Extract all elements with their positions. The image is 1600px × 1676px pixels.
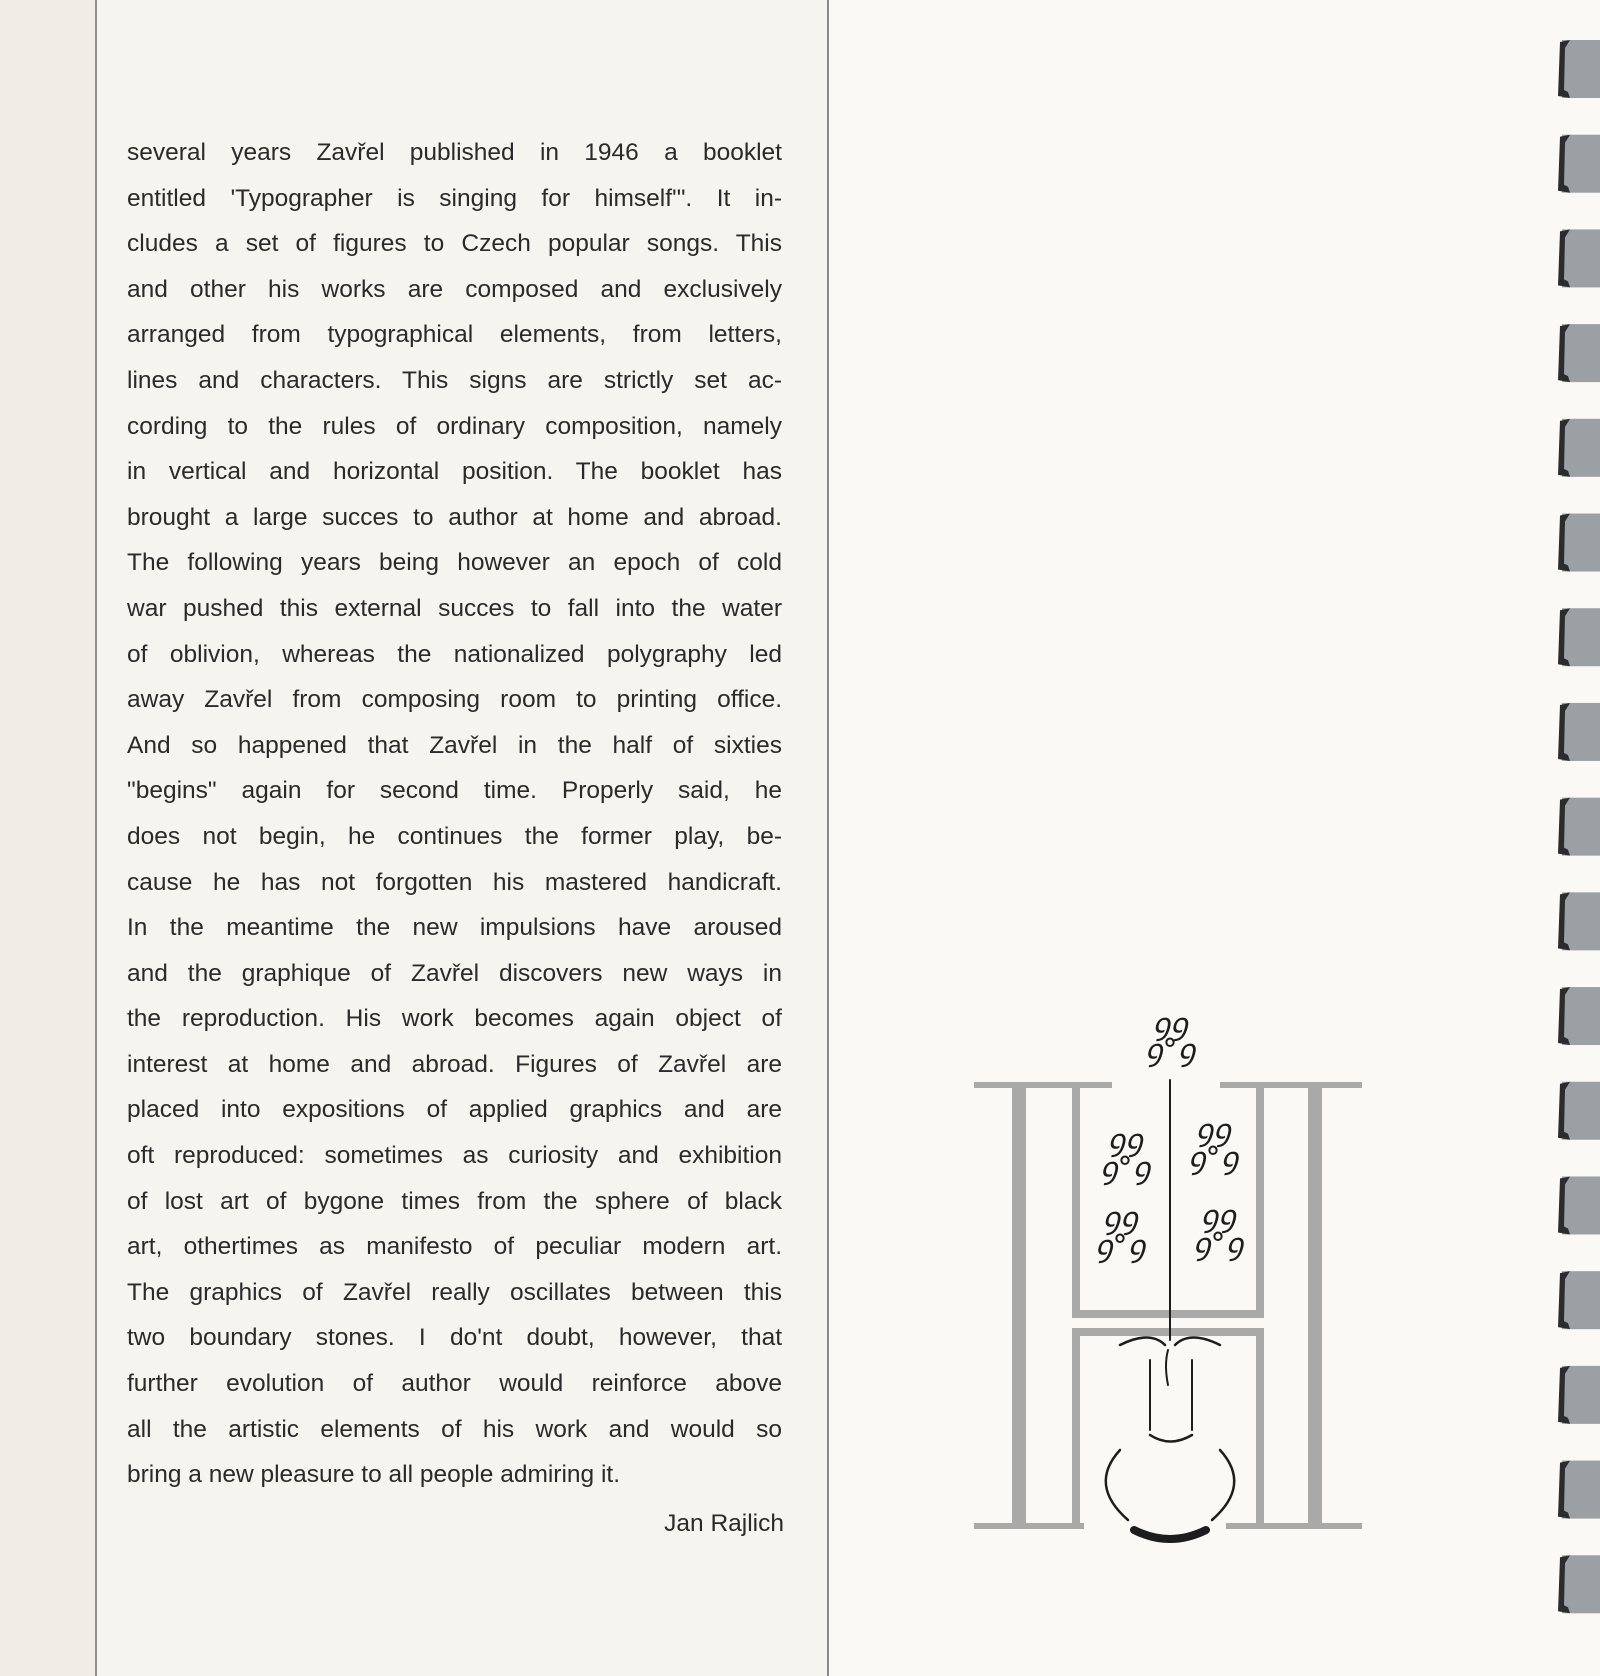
article-body [127,130,782,1498]
binding-ring [1558,987,1600,1045]
text-line: and other his works are composed and exclusively [127,275,782,303]
text-line: several years Zavřel published in 1946 a booklet [127,139,782,166]
text-line: in vertical and horizontal position. The booklet has [127,458,782,486]
text-line: placed into expositions of applied graphics and are [127,1096,782,1124]
binding-ring [1558,608,1600,666]
svg-text:ꝯ°ꝯ: ꝯ°ꝯ [1099,1151,1151,1186]
author-signature: Jan Rajlich [664,1510,784,1537]
text-line: of lost art of bygone times from the sphere of black [127,1187,782,1215]
binding-ring [1558,135,1600,193]
binding-ring [1558,798,1600,856]
left-margin-strip [0,0,96,1676]
text-line: The graphics of Zavřel really oscillates between this [127,1278,782,1306]
text-line: "begins" again for second time. Properly said, he [127,777,782,805]
binding-ring [1558,1082,1600,1140]
binding-ring [1558,40,1600,98]
svg-text:ꝯ°ꝯ: ꝯ°ꝯ [1094,1229,1146,1264]
svg-text:ꝯ°ꝯ: ꝯ°ꝯ [1192,1227,1244,1262]
text-line: brought a large succes to author at home and abroad. [127,503,782,531]
spiral-binding [1552,30,1600,1670]
text-line: The following years being however an epoch of cold [127,549,782,577]
text-line: And so happened that Zavřel in the half of sixties [127,731,782,759]
svg-text:ꝯ°ꝯ: ꝯ°ꝯ [1187,1141,1239,1176]
text-line: cludes a set of figures to Czech popular songs. This [127,230,782,258]
text-line: cause he has not forgotten his mastered handicraft. [127,868,782,896]
svg-text:ꝯꝯ: ꝯꝯ [1152,1007,1188,1042]
text-line: entitled 'Typographer is singing for himself'". It in- [127,184,782,212]
text-line: the reproduction. His work becomes again object of [127,1005,782,1033]
text-line: two boundary stones. I do'nt doubt, however, that [127,1324,782,1352]
svg-text:ꝯ°ꝯ: ꝯ°ꝯ [1144,1033,1196,1068]
binding-ring [1558,229,1600,287]
text-line: war pushed this external succes to fall into the water [127,594,782,622]
svg-text:ꝯꝯ: ꝯꝯ [1107,1123,1143,1158]
svg-text:ꝯꝯ: ꝯꝯ [1102,1201,1138,1236]
binding-ring [1558,419,1600,477]
text-line: away Zavřel from composing room to printing office. [127,686,782,714]
text-line: and the graphique of Zavřel discovers new ways in [127,959,782,987]
text-line: lines and characters. This signs are strictly set ac- [127,366,782,394]
binding-ring [1558,514,1600,572]
text-line: oft reproduced: sometimes as curiosity and exhibition [127,1142,782,1170]
svg-text:ꝯꝯ: ꝯꝯ [1200,1199,1236,1234]
text-line: does not begin, he continues the former play, be- [127,822,782,850]
binding-ring [1558,1555,1600,1613]
text-line: interest at home and abroad. Figures of Zavřel are [127,1050,782,1078]
text-line: further evolution of author would reinforce above [127,1370,782,1398]
binding-ring [1558,892,1600,950]
binding-ring [1558,1176,1600,1234]
text-line: all the artistic elements of his work and would so [127,1415,782,1443]
letter-h-frame [974,1082,1362,1529]
binding-ring [1558,324,1600,382]
text-line: of oblivion, whereas the nationalized polygraphy led [127,640,782,668]
text-line: arranged from typographical elements, from letters, [127,321,782,349]
text-line: In the meantime the new impulsions have aroused [127,914,782,942]
typographic-vase-illustration [970,1000,1370,1560]
binding-ring [1558,1366,1600,1424]
text-line: bring a new pleasure to all people admiring it. [127,1461,621,1489]
binding-ring [1558,1271,1600,1329]
binding-ring [1558,1461,1600,1519]
binding-ring [1558,703,1600,761]
text-line: cording to the rules of ordinary composition, namely [127,412,782,440]
svg-text:ꝯꝯ: ꝯꝯ [1195,1113,1231,1148]
text-line: art, othertimes as manifesto of peculiar modern art. [127,1233,782,1261]
